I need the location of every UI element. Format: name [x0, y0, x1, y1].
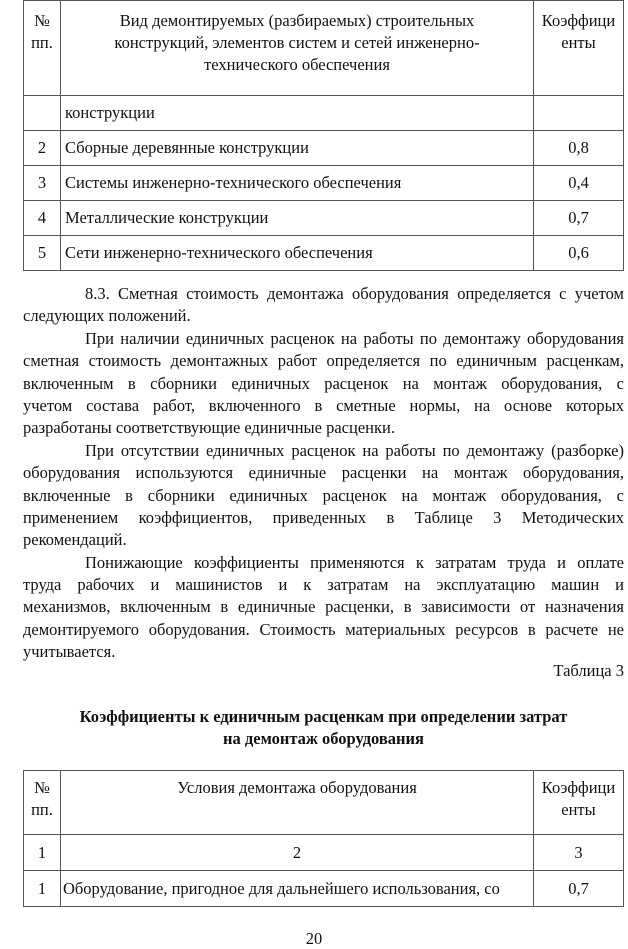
- row-num: [24, 96, 61, 131]
- paragraph: [23, 552, 624, 664]
- row-coef: 0,4: [534, 166, 624, 201]
- table-row: [24, 835, 624, 871]
- row-desc: 2: [61, 835, 534, 871]
- row-coef: [534, 96, 624, 131]
- paragraph-line: учетом состава работ, включенного в сметные нормы, на основе которых: [23, 395, 624, 415]
- table-row: [24, 201, 624, 236]
- row-desc: конструкции: [61, 96, 534, 131]
- row-coef: 0,7: [534, 201, 624, 236]
- table-title-line: на демонтаж оборудования: [223, 729, 424, 748]
- paragraph: [23, 328, 624, 440]
- paragraph-line: применением коэффициентов, приведенных в Таблице 3 Методических: [23, 507, 624, 527]
- paragraph-line: сметная стоимость демонтажных работ определяется по единичным расценкам,: [23, 351, 624, 371]
- paragraph-line: включенным в сборники единичных расценок на монтаж оборудования, с: [23, 373, 624, 393]
- row-num: 3: [24, 166, 61, 201]
- page-number: 20: [305, 929, 323, 948]
- header-desc: Вид демонтируемых (разбираемых) строительных конструкций, элементов систем и сетей инженерно-технического обеспечения: [61, 1, 534, 96]
- paragraph-line: Понижающие коэффициенты применяются к затратам труда и оплате: [85, 552, 624, 572]
- header-num: № пп.: [24, 771, 61, 835]
- row-coef: 0,6: [534, 236, 624, 271]
- paragraph-line: При отсутствии единичных расценок на работы по демонтажу (разборке): [85, 440, 624, 460]
- table-header-row: [24, 771, 624, 835]
- row-num: 4: [24, 201, 61, 236]
- body-text: [23, 283, 624, 664]
- paragraph-line: рекомендаций.: [23, 530, 127, 550]
- row-desc: Металлические конструкции: [61, 201, 534, 236]
- table-title-line: Коэффициенты к единичным расценкам при определении затрат: [79, 707, 568, 726]
- row-num: 5: [24, 236, 61, 271]
- paragraph-line: следующих положений.: [23, 306, 191, 326]
- row-num: 1: [24, 871, 61, 907]
- row-num: 1: [24, 835, 61, 871]
- paragraph-line: включенные в сборники единичных расценок на монтаж оборудования, с: [23, 485, 624, 505]
- row-coef: 0,7: [534, 871, 624, 907]
- paragraph: [23, 440, 624, 552]
- paragraph-line: разработаны соответствующие единичные расценки.: [23, 418, 395, 438]
- paragraph: [23, 283, 624, 328]
- paragraph-line: 8.3. Сметная стоимость демонтажа оборудования определяется с учетом: [85, 284, 624, 303]
- paragraph-line: механизмов, включенным в единичные расценки, в зависимости от назначения: [23, 597, 624, 617]
- table-row: [24, 131, 624, 166]
- demolition-structures-table: [23, 0, 624, 271]
- row-num: 2: [24, 131, 61, 166]
- header-coef: Коэффици енты: [534, 1, 624, 96]
- row-desc: Сети инженерно-технического обеспечения: [61, 236, 534, 271]
- row-coef: 0,8: [534, 131, 624, 166]
- row-desc: Системы инженерно-технического обеспечения: [61, 166, 534, 201]
- table-row: [24, 871, 624, 907]
- row-desc: Сборные деревянные конструкции: [61, 131, 534, 166]
- paragraph-line: труда рабочих и машинистов и к затратам на эксплуатацию машин и: [23, 575, 624, 595]
- paragraph-line: При наличии единичных расценок на работы по демонтажу оборудования: [85, 328, 624, 348]
- header-coef: Коэффици енты: [534, 771, 624, 835]
- table-row: [24, 236, 624, 271]
- paragraph-line: демонтируемого оборудования. Стоимость материальных ресурсов в расчете не: [23, 619, 624, 639]
- paragraph-line: оборудования используются единичные расценки на монтаж оборудования,: [23, 463, 624, 483]
- row-coef: 3: [534, 835, 624, 871]
- header-desc: Условия демонтажа оборудования: [61, 771, 534, 835]
- table-header-row: [24, 1, 624, 96]
- paragraph-line: учитывается.: [23, 642, 116, 662]
- table-label: Таблица 3: [553, 661, 624, 680]
- header-num: № пп.: [24, 1, 61, 96]
- table-row: [24, 96, 624, 131]
- table-row: [24, 166, 624, 201]
- equipment-coefficients-table: [23, 770, 624, 907]
- row-desc: Оборудование, пригодное для дальнейшего использования, со: [61, 871, 534, 907]
- table-title: [23, 706, 624, 750]
